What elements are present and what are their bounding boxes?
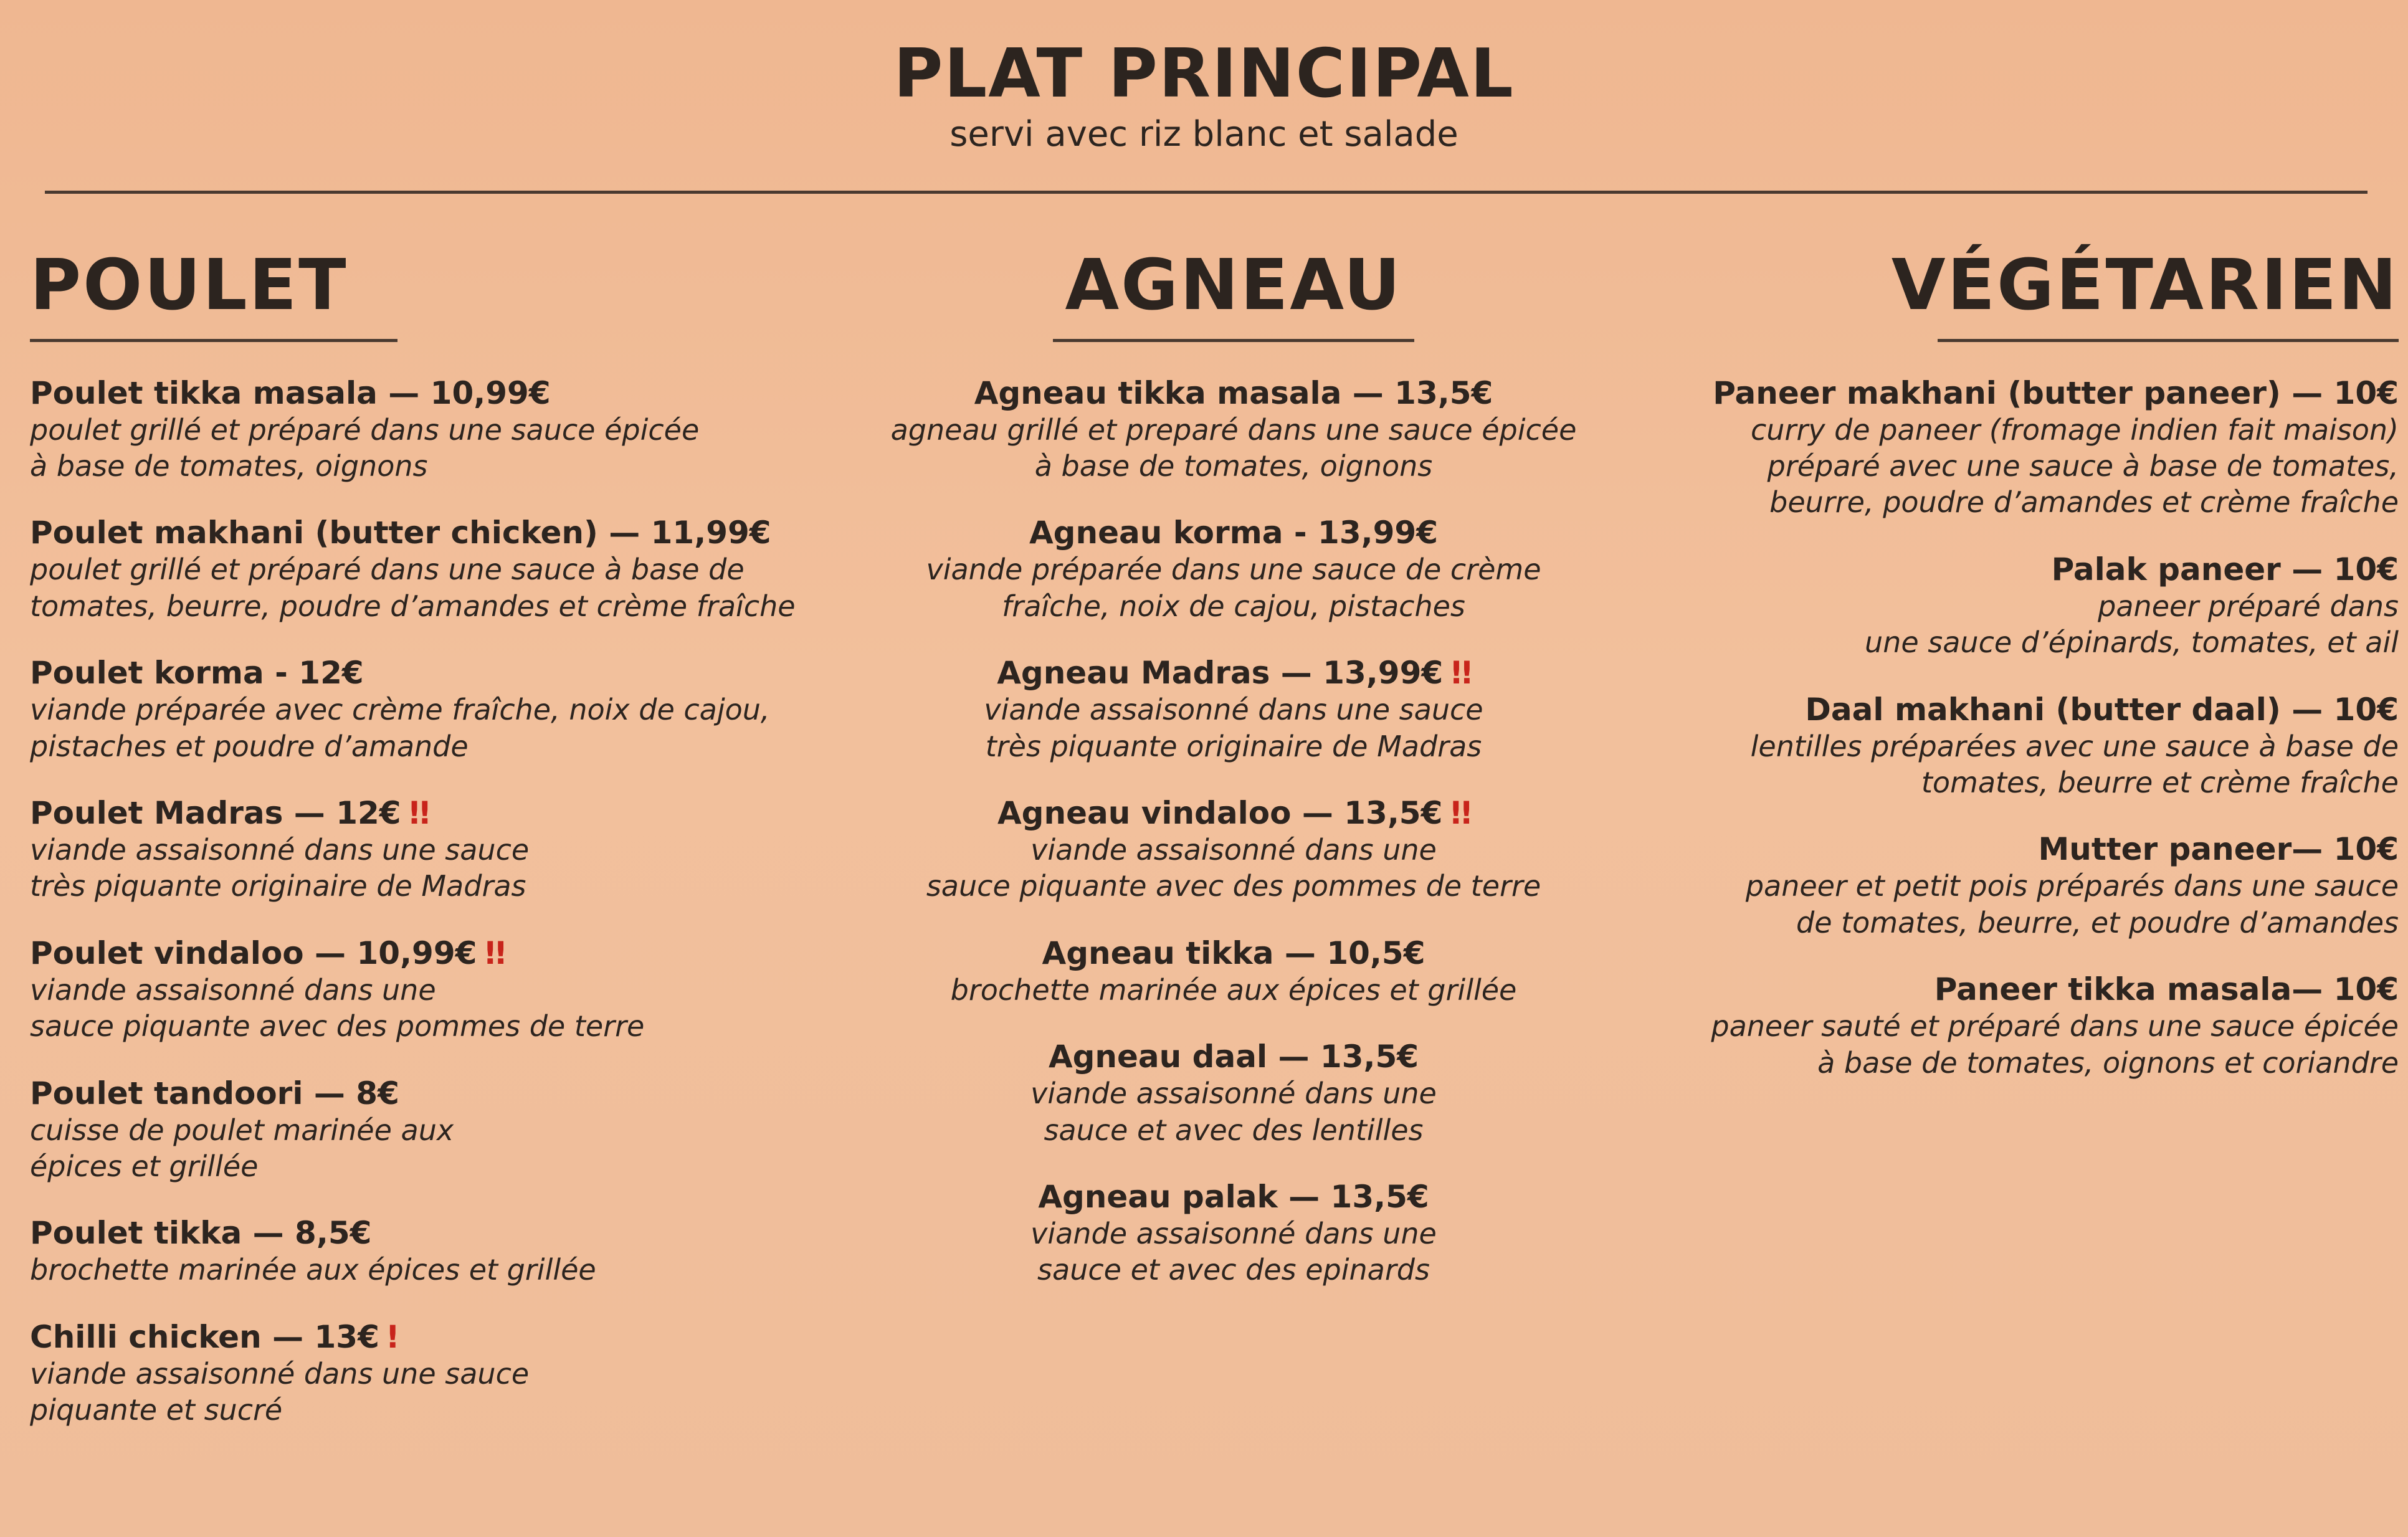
section-title: VÉGÉTARIEN: [1891, 245, 2399, 326]
menu-item-title-price: Paneer makhani (butter paneer) — 10€: [1713, 374, 2399, 411]
description-line: à base de tomates, oignons: [1034, 449, 1433, 483]
menu-item-description: [30, 692, 840, 764]
menu-item-description: [1707, 412, 2399, 521]
menu-item: [1707, 374, 2399, 521]
section-divider: [30, 339, 397, 342]
description-line: paneer sauté et préparé dans une sauce épicée: [1711, 1009, 2399, 1044]
menu-item-name: [866, 1038, 1601, 1075]
description-line: viande assaisonné dans une sauce: [30, 833, 530, 867]
menu-item-name: [866, 374, 1601, 412]
section-agneau: [866, 245, 1601, 1318]
description-line: pistaches et poudre d’amande: [30, 729, 469, 763]
menu-item-title-price: Poulet makhani (butter chicken) — 11,99€: [30, 515, 771, 551]
spicy-icon: !!: [1449, 655, 1470, 692]
menu-item-title-price: Poulet vindaloo — 10,99€: [30, 935, 477, 971]
menu-item-name: [1707, 830, 2399, 868]
menu-item-name: [30, 1075, 840, 1112]
menu-header: [0, 37, 2408, 155]
menu-item-name: [30, 794, 840, 832]
description-line: épices et grillée: [30, 1149, 259, 1184]
description-line: viande assaisonné dans une: [1030, 1077, 1437, 1111]
description-line: une sauce d’épinards, tomates, et ail: [1865, 626, 2399, 660]
description-line: brochette marinée aux épices et grillée: [30, 1253, 596, 1287]
menu-item: [866, 374, 1601, 485]
menu-item-description: [866, 551, 1601, 624]
spicy-icon: !!: [483, 935, 505, 971]
spicy-icon: !!: [407, 795, 429, 832]
menu-item-title-price: Daal makhani (butter daal) — 10€: [1805, 691, 2399, 728]
menu-item-description: [1707, 1008, 2399, 1081]
description-line: sauce piquante avec des pommes de terre: [30, 1009, 645, 1044]
menu-item-list: [866, 374, 1601, 1288]
menu-item-description: [866, 832, 1601, 905]
menu-item-name: [1707, 374, 2399, 412]
menu-item-title-price: Agneau daal — 13,5€: [1048, 1039, 1419, 1075]
menu-item-description: [1707, 868, 2399, 941]
menu-item: [1707, 971, 2399, 1081]
menu-item-name: [30, 654, 840, 692]
menu-item-title-price: Palak paneer — 10€: [2051, 551, 2399, 588]
menu-item: [30, 654, 840, 764]
description-line: fraîche, noix de cajou, pistaches: [1002, 589, 1465, 623]
menu-item-title-price: Agneau palak — 13,5€: [1038, 1179, 1429, 1216]
description-line: très piquante originaire de Madras: [985, 729, 1482, 763]
menu-item-title-price: Poulet tikka masala — 10,99€: [30, 374, 551, 411]
menu-item-description: [866, 972, 1601, 1008]
menu-item-title-price: Mutter paneer— 10€: [2038, 831, 2399, 868]
menu-item-description: [30, 832, 840, 905]
description-line: paneer préparé dans: [2098, 589, 2399, 623]
description-line: agneau grillé et preparé dans une sauce épicée: [890, 412, 1577, 447]
menu-item-description: [30, 551, 840, 624]
menu-item: [866, 935, 1601, 1008]
menu-item: [866, 514, 1601, 624]
description-line: curry de paneer (fromage indien fait maison): [1750, 412, 2399, 447]
menu-item-description: [30, 412, 840, 485]
menu-item-name: [30, 1214, 840, 1252]
menu-item-name: [1707, 691, 2399, 728]
menu-item-name: [1707, 551, 2399, 588]
menu-item-name: [866, 794, 1601, 832]
menu-item: [30, 374, 840, 485]
menu-item-list: [30, 374, 840, 1429]
menu-item: [866, 794, 1601, 905]
description-line: de tomates, beurre, et poudre d’amandes: [1796, 905, 2399, 940]
section-divider: [1938, 339, 2399, 342]
description-line: viande assaisonné dans une sauce: [30, 1356, 530, 1391]
description-line: viande assaisonné dans une: [30, 973, 436, 1007]
description-line: brochette marinée aux épices et grillée: [950, 973, 1517, 1007]
spicy-icon: !!: [1449, 795, 1470, 832]
menu-item-description: [30, 1356, 840, 1429]
description-line: viande préparée dans une sauce de crème: [926, 553, 1541, 587]
menu-item-title-price: Poulet tikka — 8,5€: [30, 1215, 372, 1252]
menu-item-name: [866, 514, 1601, 551]
menu-item-title-price: Agneau tikka — 10,5€: [1042, 935, 1425, 971]
spicy-icon: !: [385, 1318, 396, 1355]
menu-item: [866, 1178, 1601, 1288]
menu-item-title-price: Poulet Madras — 12€: [30, 795, 401, 832]
menu-item-name: [30, 514, 840, 551]
description-line: très piquante originaire de Madras: [30, 869, 526, 903]
section-title: AGNEAU: [1065, 245, 1402, 326]
menu-subtitle: servi avec riz blanc et salade: [949, 113, 1459, 155]
menu-item: [1707, 551, 2399, 661]
menu-item-title-price: Agneau Madras — 13,99€: [997, 655, 1444, 692]
menu-item: [30, 1214, 840, 1288]
menu-item-name: [30, 1318, 840, 1356]
description-line: viande assaisonné dans une sauce: [984, 693, 1483, 727]
menu-item-name: [866, 935, 1601, 972]
menu-item: [30, 1075, 840, 1185]
menu-item-description: [866, 1075, 1601, 1148]
description-line: sauce et avec des lentilles: [1044, 1113, 1424, 1147]
section-poulet: [30, 245, 840, 1458]
menu-item: [30, 1318, 840, 1429]
menu-item-list: [1707, 374, 2399, 1081]
section-vegetarien: [1707, 245, 2399, 1111]
menu-item-description: [30, 1252, 840, 1288]
description-line: à base de tomates, oignons: [30, 449, 428, 483]
menu-item-title-price: Chilli chicken — 13€: [30, 1318, 379, 1355]
menu-item: [30, 935, 840, 1045]
menu-item-title-price: Agneau vindaloo — 13,5€: [997, 795, 1443, 832]
section-divider: [1053, 339, 1414, 342]
menu-item-title-price: Poulet tandoori — 8€: [30, 1075, 399, 1111]
menu-item: [1707, 830, 2399, 941]
description-line: paneer et petit pois préparés dans une sauce: [1745, 869, 2399, 903]
menu-item-description: [30, 972, 840, 1045]
description-line: poulet grillé et préparé dans une sauce à base de: [30, 553, 745, 587]
menu-item-title-price: Agneau tikka masala — 13,5€: [974, 374, 1493, 411]
description-line: préparé avec une sauce à base de tomates,: [1767, 449, 2399, 483]
menu-item: [866, 654, 1601, 764]
description-line: viande préparée avec crème fraîche, noix de cajou,: [30, 693, 770, 727]
menu-item-description: [866, 412, 1601, 485]
menu-title: PLAT PRINCIPAL: [893, 35, 1515, 113]
menu-item-name: [30, 935, 840, 972]
menu-item-name: [866, 1178, 1601, 1216]
section-title: POULET: [30, 245, 348, 326]
description-line: cuisse de poulet marinée aux: [30, 1113, 454, 1147]
description-line: viande assaisonné dans une: [1030, 833, 1437, 867]
menu-item-name: [866, 654, 1601, 692]
menu-item-title-price: Paneer tikka masala— 10€: [1934, 971, 2399, 1008]
menu-item-description: [866, 1216, 1601, 1288]
menu-item: [30, 514, 840, 624]
menu-item-description: [866, 692, 1601, 764]
description-line: sauce piquante avec des pommes de terre: [926, 869, 1541, 903]
description-line: à base de tomates, oignons et coriandre: [1817, 1045, 2399, 1080]
description-line: viande assaisonné dans une: [1030, 1217, 1437, 1251]
menu-item-name: [1707, 971, 2399, 1008]
description-line: sauce et avec des epinards: [1037, 1253, 1430, 1287]
menu-item: [1707, 691, 2399, 801]
description-line: tomates, beurre et crème fraîche: [1921, 766, 2399, 800]
menu-item-description: [30, 1112, 840, 1185]
menu-item-title-price: Agneau korma - 13,99€: [1029, 515, 1438, 551]
description-line: lentilles préparées avec une sauce à base de: [1750, 729, 2399, 763]
menu-item: [866, 1038, 1601, 1148]
menu-item-title-price: Poulet korma - 12€: [30, 655, 364, 692]
menu-item-description: [1707, 588, 2399, 661]
description-line: beurre, poudre d’amandes et crème fraîche: [1769, 485, 2399, 520]
header-divider: [45, 191, 2368, 194]
menu-item-description: [1707, 728, 2399, 801]
menu-item: [30, 794, 840, 905]
menu-item-name: [30, 374, 840, 412]
description-line: tomates, beurre, poudre d’amandes et crème fraîche: [30, 589, 796, 623]
description-line: poulet grillé et préparé dans une sauce épicée: [30, 412, 700, 447]
description-line: piquante et sucré: [30, 1393, 283, 1427]
